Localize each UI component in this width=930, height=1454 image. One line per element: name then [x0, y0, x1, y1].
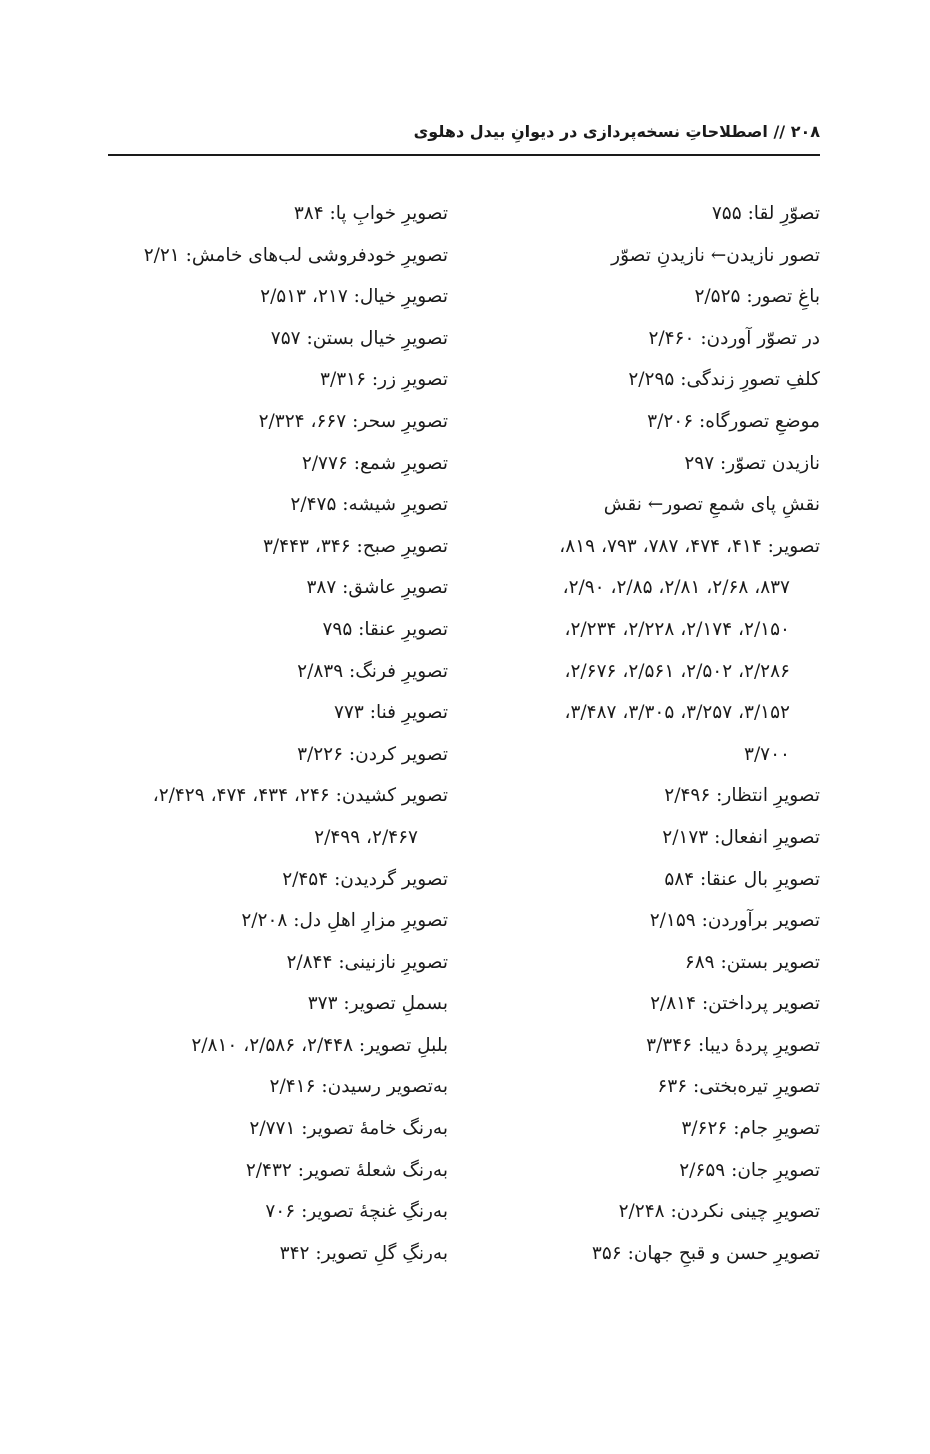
- index-entry: به‌رنگ خامهٔ تصویر: ۲/۷۷۱: [249, 1118, 448, 1140]
- index-entry: تصویرِ عاشق: ۳۸۷: [306, 577, 448, 599]
- page-number: ۲۰۸: [790, 122, 820, 141]
- index-entry: تصویرِ جام: ۳/۶۲۶: [681, 1118, 820, 1140]
- index-entry: باغِ تصور: ۲/۵۲۵: [694, 286, 820, 308]
- index-entry: تصویرِ حسن و قبحِ جهان: ۳۵۶: [591, 1242, 820, 1264]
- index-entry: موضعِ تصورگاه: ۳/۲۰۶: [647, 410, 820, 432]
- index-entry: به‌رنگ شعلهٔ تصویر: ۲/۴۳۲: [245, 1159, 448, 1181]
- index-entry: تصویرِ صبح: ۳۴۶، ۳/۴۴۳: [263, 535, 448, 557]
- index-entry: تصویرِ زر: ۳/۳۱۶: [320, 369, 448, 391]
- index-entry: تصویرِ فرنگ: ۲/۸۳۹: [297, 660, 448, 682]
- index-entry: تصویرِ سحر: ۶۶۷، ۲/۳۲۴: [258, 410, 448, 432]
- index-entry: تصویرِ انفعال: ۲/۱۷۳: [662, 826, 820, 848]
- index-entry: تصویرِ فنا: ۷۷۳: [334, 702, 448, 724]
- index-column-right: [420, 193, 820, 1274]
- index-entry: نقشِ پای شمعِ تصور← نقش: [603, 494, 820, 516]
- index-entry-continuation: ۲/۱۵۰، ۲/۱۷۴، ۲/۲۲۸، ۲/۲۳۴،: [564, 618, 790, 640]
- header-text: [414, 122, 820, 141]
- index-entry: تصور نازیدن← نازیدنِ تصوّر: [611, 244, 820, 266]
- index-entry: بسملِ تصویر: ۳۷۳: [307, 993, 448, 1015]
- index-entry: تصویر بستن: ۶۸۹: [684, 951, 820, 973]
- index-entry: تصویرِ خیال: ۲۱۷، ۲/۵۱۳: [260, 286, 448, 308]
- index-entry-continuation: ۸۳۷، ۲/۶۸، ۲/۸۱، ۲/۸۵، ۲/۹۰،: [562, 577, 790, 599]
- index-entry-continuation: ۲/۴۶۷، ۲/۴۹۹: [314, 826, 418, 848]
- book-title: اصطلاحاتِ نسخه‌پردازی در دیوانِ بیدل دهلوی: [413, 122, 768, 141]
- index-entry: تصویرِ عنقا: ۷۹۵: [322, 618, 448, 640]
- index-entry: تصویر: ۴۱۴، ۴۷۴، ۷۸۷، ۷۹۳، ۸۱۹،: [559, 535, 820, 557]
- index-entry: تصویر پرداختن: ۲/۸۱۴: [650, 993, 820, 1015]
- running-header: [108, 118, 820, 154]
- index-entry: تصویر کردن: ۳/۲۲۶: [297, 743, 448, 765]
- index-entry: به‌رنگِ گلِ تصویر: ۳۴۲: [279, 1242, 448, 1264]
- index-entry: تصویرِ مزارِ اهلِ دل: ۲/۲۰۸: [241, 910, 448, 932]
- index-entry: تصویرِ تیره‌بختی: ۶۳۶: [657, 1076, 820, 1098]
- index-entry: تصویر کشیدن: ۲۴۶، ۴۳۴، ۴۷۴، ۲/۴۲۹،: [152, 785, 448, 807]
- index-entry: در تصوّر آوردن: ۲/۴۶۰: [648, 327, 820, 349]
- index-entry: به‌تصویر رسیدن: ۲/۴۱۶: [269, 1076, 448, 1098]
- index-entry: تصویر برآوردن: ۲/۱۵۹: [649, 910, 820, 932]
- index-entry: تصویرِ خیال بستن: ۷۵۷: [270, 327, 448, 349]
- index-entry: تصویرِ شمع: ۲/۷۷۶: [301, 452, 448, 474]
- index-entry: تصویرِ خوابِ پا: ۳۸۴: [293, 203, 448, 224]
- index-entry-continuation: ۳/۱۵۲، ۳/۲۵۷، ۳/۳۰۵، ۳/۴۸۷،: [564, 702, 790, 724]
- index-entry: کلفِ تصورِ زندگی: ۲/۲۹۵: [628, 369, 820, 391]
- index-entry: تصویرِ شیشه: ۲/۴۷۵: [290, 494, 448, 516]
- index-entry: به‌رنگِ غنچهٔ تصویر: ۷۰۶: [265, 1201, 448, 1223]
- index-entry: تصویرِ بال عنقا: ۵۸۴: [664, 868, 820, 890]
- index-entry: تصویرِ انتظار: ۲/۴۹۶: [664, 785, 820, 807]
- index-entry-continuation: ۲/۲۸۶، ۲/۵۰۲، ۲/۵۶۱، ۲/۶۷۶،: [564, 660, 790, 682]
- index-entry: بلبلِ تصویر: ۲/۴۴۸، ۲/۵۸۶، ۲/۸۱۰: [191, 1034, 448, 1056]
- index-entry: تصویرِ نازنینی: ۲/۸۴۴: [286, 951, 448, 973]
- index-entry: تصویر گردیدن: ۲/۴۵۴: [282, 868, 448, 890]
- index-entry: تصویرِ خودفروشی لب‌های خامش: ۲/۲۱: [143, 244, 448, 266]
- index-entry: تصوّرِ لقا: ۷۵۵: [711, 203, 820, 224]
- index-entry: تصویرِ چینی نکردن: ۲/۲۴۸: [618, 1201, 820, 1223]
- index-entry: نازیدن تصوّر: ۲۹۷: [684, 452, 820, 474]
- header-separator: //: [773, 122, 786, 141]
- header-rule: [108, 154, 820, 156]
- index-column-left: [103, 193, 448, 1274]
- index-entry: تصویرِ جان: ۲/۶۵۹: [679, 1159, 820, 1181]
- index-entry-continuation: ۳/۷۰۰: [744, 743, 790, 765]
- index-entry: تصویرِ پردهٔ دیبا: ۳/۳۴۶: [646, 1034, 820, 1056]
